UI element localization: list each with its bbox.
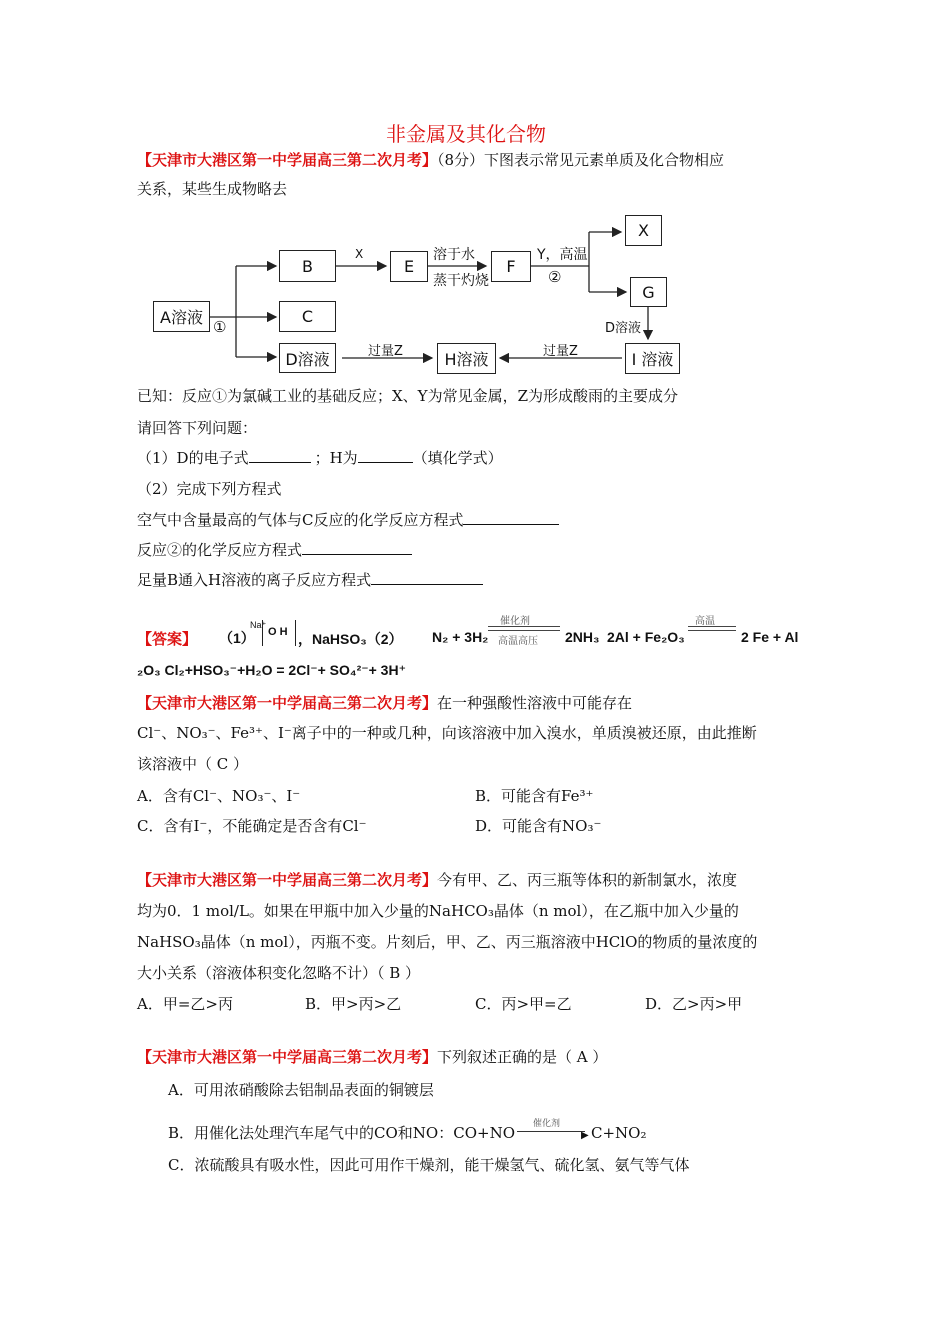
q4-catalyst-arrow: 催化剂 ▶ xyxy=(517,1124,589,1138)
q2-stem-line3: 该溶液中（ C ） xyxy=(137,755,249,773)
q1-stem-line2: 关系，某些生成物略去 xyxy=(137,180,288,198)
q2-option-d: D．可能含有NO₃⁻ xyxy=(475,817,602,835)
answer-blank-eq3[interactable] xyxy=(371,570,483,585)
q4-option-b-text: B．用催化法处理汽车尾气中的CO和NO：CO+NO xyxy=(168,1124,515,1142)
q1-part2-a xyxy=(137,510,559,530)
q3-stem-line3: NaHSO₃晶体（n mol），丙瓶不变。片刻后，甲、乙、丙三瓶溶液中HClO的物质的量浓度的 xyxy=(137,933,758,951)
box-f: F xyxy=(491,251,531,282)
label-reaction-2: ② xyxy=(548,268,562,286)
label-dissolve: 溶于水 xyxy=(433,247,475,263)
answer-blank-h[interactable] xyxy=(358,448,413,463)
eq1-arrow xyxy=(488,626,560,631)
q1-part1-b: ；H为 xyxy=(314,449,358,467)
q1-part2-a-text: 空气中含量最高的气体与C反应的化学反应方程式 xyxy=(137,511,464,529)
page-title: 非金属及其化合物 xyxy=(386,122,546,146)
label-evaporate: 蒸干灼烧 xyxy=(433,273,489,289)
eq2-left: 2Al + Fe₂O₃ xyxy=(607,629,685,645)
q3-option-a: A．甲=乙>丙 xyxy=(137,995,233,1013)
q2-source: 【天津市大港区第一中学届高三第二次月考】 xyxy=(137,694,438,712)
q1-part2: （2）完成下列方程式 xyxy=(137,480,282,498)
box-a-solution: A溶液 xyxy=(153,301,210,332)
box-x: X xyxy=(625,215,662,246)
q3-stem-line4: 大小关系（溶液体积变化忽略不计）（ B ） xyxy=(137,964,421,982)
box-e: E xyxy=(390,251,428,282)
q4-option-c: C．浓硫酸具有吸水性，因此可用作干燥剂，能干燥氢气、硫化氢、氨气等气体 xyxy=(168,1156,690,1174)
q1-known: 已知：反应①为氯碱工业的基础反应；X、Y为常见金属，Z为形成酸雨的主要成分 xyxy=(137,387,679,405)
q1-part1-a: （1）D的电子式 xyxy=(137,449,249,467)
label-reaction-1: ① xyxy=(213,318,227,336)
electron-formula-na: Na⁺ xyxy=(250,620,267,630)
answer-tag: 【答案】 xyxy=(137,631,198,648)
q1-part2-c xyxy=(137,570,483,590)
q2-stem-line1 xyxy=(137,693,632,713)
q2-option-b: B．可能含有Fe³⁺ xyxy=(475,787,594,805)
eq1-catalyst: 催化剂 xyxy=(500,616,530,627)
q2-stem-line2: Cl⁻、NO₃⁻、Fe³⁺、I⁻离子中的一种或几种，向该溶液中加入溴水，单质溴被还原，由此推断 xyxy=(137,724,757,742)
q4-source: 【天津市大港区第一中学届高三第二次月考】 xyxy=(137,1048,438,1066)
eq2-right: 2 Fe + Al xyxy=(741,629,799,645)
answer-blank-eq1[interactable] xyxy=(463,510,559,525)
q2-option-c: C．含有I⁻，不能确定是否含有Cl⁻ xyxy=(137,817,367,835)
box-i-solution: I 溶液 xyxy=(625,343,680,374)
box-c: C xyxy=(279,301,336,332)
q3-option-d: D．乙>丙>甲 xyxy=(645,995,743,1013)
eq1-right: 2NH₃ xyxy=(565,629,600,645)
q3-stem-text: 今有甲、乙、丙三瓶等体积的新制氯水，浓度 xyxy=(437,871,738,889)
answer-h-formula: ，NaHSO₃（2） xyxy=(298,631,403,647)
q2-stem-text: 在一种强酸性溶液中可能存在 xyxy=(437,694,633,712)
answer-line2: ₂O₃ Cl₂+HSO₃⁻+H₂O = 2Cl⁻+ SO₄²⁻+ 3H⁺ xyxy=(137,662,406,678)
answer-blank-d[interactable] xyxy=(249,448,311,463)
q3-stem-line2: 均为0．1 mol/L。如果在甲瓶中加入少量的NaHCO₃晶体（n mol），在乙瓶中加入少量的 xyxy=(137,902,739,920)
q3-option-c: C．丙>甲=乙 xyxy=(475,995,572,1013)
q3-option-b: B．甲>丙>乙 xyxy=(305,995,402,1013)
q3-source: 【天津市大港区第一中学届高三第二次月考】 xyxy=(137,871,438,889)
q4-option-b-product: C+NO₂ xyxy=(591,1124,647,1142)
box-d-solution: D溶液 xyxy=(279,343,336,373)
q1-part1 xyxy=(137,448,503,468)
q1-stem-text: （8分）下图表示常见元素单质及化合物相应 xyxy=(437,151,725,169)
q3-stem-line1 xyxy=(137,870,737,890)
q4-option-b xyxy=(168,1119,647,1143)
q1-part2-b-text: 反应②的化学反应方程式 xyxy=(137,541,303,559)
q4-catalyst-label: 催化剂 xyxy=(533,1119,561,1129)
label-excess-z-left: 过量Z xyxy=(368,344,403,359)
label-x-arrow: X xyxy=(355,247,364,261)
label-y-high-temp: Y，高温 xyxy=(537,247,588,263)
q1-part1-c: （填化学式） xyxy=(412,449,503,467)
electron-formula-oh: O H xyxy=(268,626,288,638)
q4-stem xyxy=(137,1047,607,1067)
eq1-condition: 高温高压 xyxy=(498,636,538,647)
box-h-solution: H溶液 xyxy=(437,343,496,374)
label-d-solution: D溶液 xyxy=(605,321,642,336)
q4-stem-text: 下列叙述正确的是（ A ） xyxy=(437,1048,608,1066)
eq1-left: N₂ + 3H₂ xyxy=(432,629,489,645)
q4-option-a: A．可用浓硝酸除去铝制品表面的铜镀层 xyxy=(168,1081,434,1099)
q2-option-a: A．含有Cl⁻、NO₃⁻、I⁻ xyxy=(137,787,301,805)
eq2-heat: 高温 xyxy=(695,616,715,627)
box-b: B xyxy=(279,250,336,282)
answer-num1: （1） xyxy=(219,630,255,646)
q1-part2-b xyxy=(137,540,412,560)
q1-source: 【天津市大港区第一中学届高三第二次月考】 xyxy=(137,151,438,169)
eq2-arrow xyxy=(688,626,736,631)
q1-part2-c-text: 足量B通入H溶液的离子反应方程式 xyxy=(137,571,372,589)
q1-ask: 请回答下列问题： xyxy=(137,419,258,437)
box-g: G xyxy=(630,277,667,307)
label-excess-z-right: 过量Z xyxy=(543,344,578,359)
answer-blank-eq2[interactable] xyxy=(302,540,412,555)
